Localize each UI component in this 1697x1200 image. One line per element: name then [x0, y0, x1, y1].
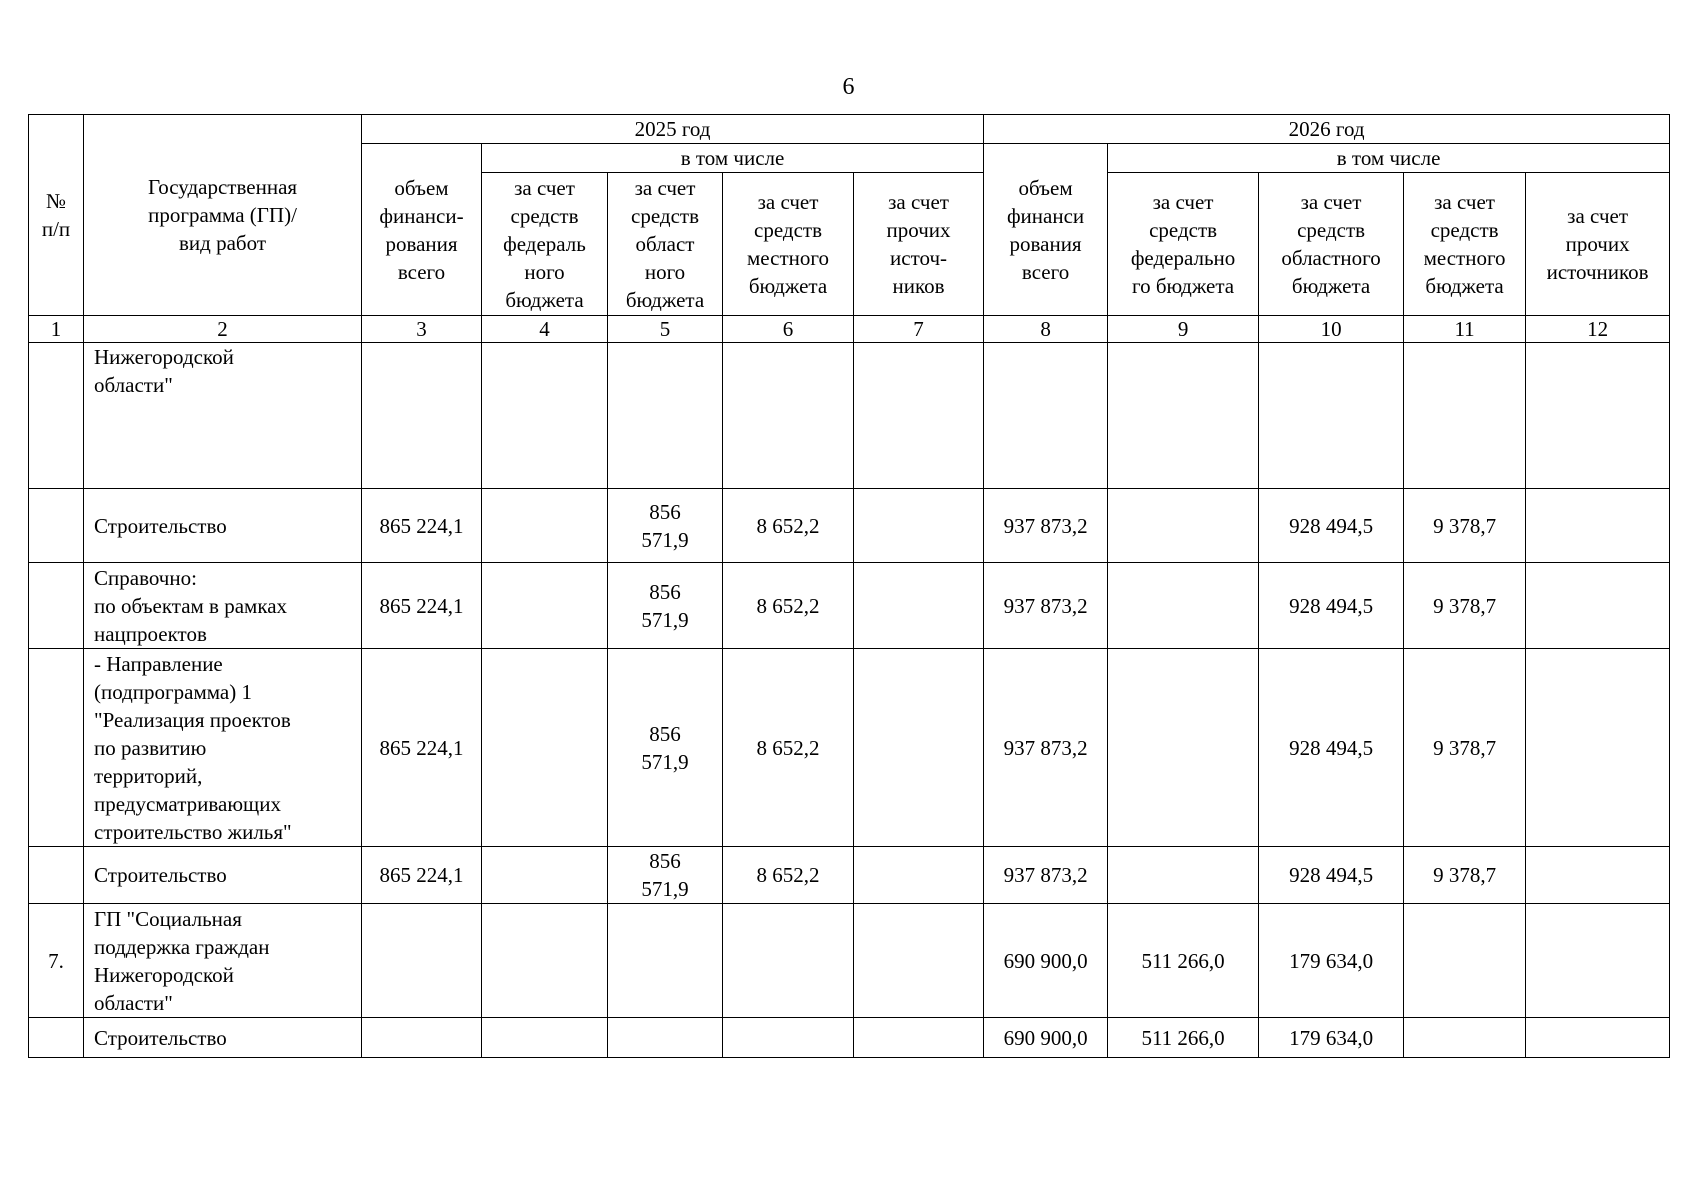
cell-2026-local: 9 378,7	[1404, 563, 1526, 649]
cell-2026-local: 9 378,7	[1404, 847, 1526, 904]
header-2026-other: за счет прочих источников	[1526, 173, 1670, 316]
cell-2026-federal: 511 266,0	[1108, 1018, 1259, 1058]
header-2025-including: в том числе	[482, 144, 984, 173]
cell-2026-federal	[1108, 563, 1259, 649]
cell-2025-total: 865 224,1	[362, 563, 482, 649]
column-number: 3	[362, 316, 482, 343]
cell-2025-regional: 856 571,9	[608, 563, 723, 649]
cell-2025-local	[723, 1018, 854, 1058]
cell-2026-other	[1526, 1018, 1670, 1058]
row-name: Нижегородской области"	[84, 343, 362, 489]
header-2025-other: за счет прочих источ- ников	[854, 173, 984, 316]
cell-2025-total	[362, 343, 482, 489]
cell-2025-other	[854, 489, 984, 563]
header-2026-local: за счет средств местного бюджета	[1404, 173, 1526, 316]
header-2025-federal: за счет средств федераль ного бюджета	[482, 173, 608, 316]
cell-2025-total: 865 224,1	[362, 847, 482, 904]
column-number: 8	[984, 316, 1108, 343]
cell-2025-federal	[482, 904, 608, 1018]
cell-2025-other	[854, 563, 984, 649]
table-row	[29, 847, 1670, 904]
cell-2026-regional: 179 634,0	[1259, 904, 1404, 1018]
table-row	[29, 904, 1670, 1018]
cell-2025-local	[723, 904, 854, 1018]
column-number: 4	[482, 316, 608, 343]
cell-2025-regional	[608, 343, 723, 489]
cell-2025-federal	[482, 563, 608, 649]
cell-2026-regional	[1259, 343, 1404, 489]
table-row	[29, 489, 1670, 563]
column-number: 6	[723, 316, 854, 343]
column-number: 1	[29, 316, 84, 343]
cell-2025-regional	[608, 904, 723, 1018]
cell-2025-federal	[482, 343, 608, 489]
column-number-row	[29, 316, 1670, 343]
cell-2026-federal	[1108, 649, 1259, 847]
row-number	[29, 649, 84, 847]
row-name: Строительство	[84, 847, 362, 904]
header-2025-total: объем финанси- рования всего	[362, 144, 482, 316]
table-row	[29, 563, 1670, 649]
header-no: № п/п	[29, 115, 84, 316]
cell-2026-other	[1526, 343, 1670, 489]
cell-2026-local	[1404, 343, 1526, 489]
cell-2026-other	[1526, 847, 1670, 904]
header-year-2026: 2026 год	[984, 115, 1670, 144]
cell-2026-federal	[1108, 489, 1259, 563]
cell-2025-regional: 856 571,9	[608, 489, 723, 563]
cell-2026-total: 690 900,0	[984, 904, 1108, 1018]
row-number	[29, 489, 84, 563]
cell-2026-federal: 511 266,0	[1108, 904, 1259, 1018]
column-number: 11	[1404, 316, 1526, 343]
header-2026-total: объем финанси рования всего	[984, 144, 1108, 316]
header-2026-federal: за счет средств федерально го бюджета	[1108, 173, 1259, 316]
cell-2025-federal	[482, 847, 608, 904]
header-2026-regional: за счет средств областного бюджета	[1259, 173, 1404, 316]
cell-2026-regional: 928 494,5	[1259, 563, 1404, 649]
cell-2025-local: 8 652,2	[723, 563, 854, 649]
cell-2025-regional: 856 571,9	[608, 649, 723, 847]
row-number: 7.	[29, 904, 84, 1018]
cell-2026-federal	[1108, 847, 1259, 904]
table-row	[29, 343, 1670, 489]
row-number	[29, 1018, 84, 1058]
table-row	[29, 649, 1670, 847]
row-number	[29, 563, 84, 649]
column-number: 7	[854, 316, 984, 343]
row-name: Справочно: по объектам в рамках нацпроектов	[84, 563, 362, 649]
cell-2026-federal	[1108, 343, 1259, 489]
cell-2025-federal	[482, 489, 608, 563]
cell-2025-total: 865 224,1	[362, 489, 482, 563]
cell-2026-other	[1526, 649, 1670, 847]
cell-2025-federal	[482, 1018, 608, 1058]
financing-table	[28, 114, 1670, 1058]
header-2025-local: за счет средств местного бюджета	[723, 173, 854, 316]
cell-2025-regional	[608, 1018, 723, 1058]
cell-2025-other	[854, 1018, 984, 1058]
cell-2025-local: 8 652,2	[723, 847, 854, 904]
cell-2026-other	[1526, 489, 1670, 563]
row-number	[29, 343, 84, 489]
table-header	[29, 115, 1670, 316]
header-program: Государственная программа (ГП)/ вид работ	[84, 115, 362, 316]
cell-2026-total: 937 873,2	[984, 847, 1108, 904]
column-number: 5	[608, 316, 723, 343]
cell-2025-other	[854, 343, 984, 489]
row-name: Строительство	[84, 1018, 362, 1058]
row-name: - Направление (подпрограмма) 1 "Реализация проектов по развитию территорий, предусматривающих строительство жилья"	[84, 649, 362, 847]
column-number: 2	[84, 316, 362, 343]
cell-2025-local: 8 652,2	[723, 489, 854, 563]
cell-2026-regional: 928 494,5	[1259, 649, 1404, 847]
cell-2026-other	[1526, 563, 1670, 649]
cell-2026-total: 937 873,2	[984, 489, 1108, 563]
cell-2026-local: 9 378,7	[1404, 649, 1526, 847]
cell-2026-total: 690 900,0	[984, 1018, 1108, 1058]
cell-2026-regional: 928 494,5	[1259, 489, 1404, 563]
cell-2025-total	[362, 904, 482, 1018]
cell-2025-total: 865 224,1	[362, 649, 482, 847]
header-2025-regional: за счет средств област ного бюджета	[608, 173, 723, 316]
cell-2026-local	[1404, 1018, 1526, 1058]
cell-2026-regional: 928 494,5	[1259, 847, 1404, 904]
cell-2026-regional: 179 634,0	[1259, 1018, 1404, 1058]
cell-2025-regional: 856 571,9	[608, 847, 723, 904]
cell-2026-total: 937 873,2	[984, 649, 1108, 847]
header-2026-including: в том числе	[1108, 144, 1670, 173]
cell-2025-other	[854, 847, 984, 904]
cell-2026-total	[984, 343, 1108, 489]
cell-2026-local	[1404, 904, 1526, 1018]
cell-2025-other	[854, 904, 984, 1018]
header-year-2025: 2025 год	[362, 115, 984, 144]
row-name: ГП "Социальная поддержка граждан Нижегородской области"	[84, 904, 362, 1018]
cell-2026-other	[1526, 904, 1670, 1018]
cell-2025-federal	[482, 649, 608, 847]
cell-2026-local: 9 378,7	[1404, 489, 1526, 563]
page-number: 6	[842, 74, 855, 100]
cell-2025-other	[854, 649, 984, 847]
column-number: 12	[1526, 316, 1670, 343]
cell-2025-total	[362, 1018, 482, 1058]
cell-2025-local	[723, 343, 854, 489]
column-number: 9	[1108, 316, 1259, 343]
row-name: Строительство	[84, 489, 362, 563]
table-row	[29, 1018, 1670, 1058]
row-number	[29, 847, 84, 904]
column-number: 10	[1259, 316, 1404, 343]
cell-2026-total: 937 873,2	[984, 563, 1108, 649]
cell-2025-local: 8 652,2	[723, 649, 854, 847]
